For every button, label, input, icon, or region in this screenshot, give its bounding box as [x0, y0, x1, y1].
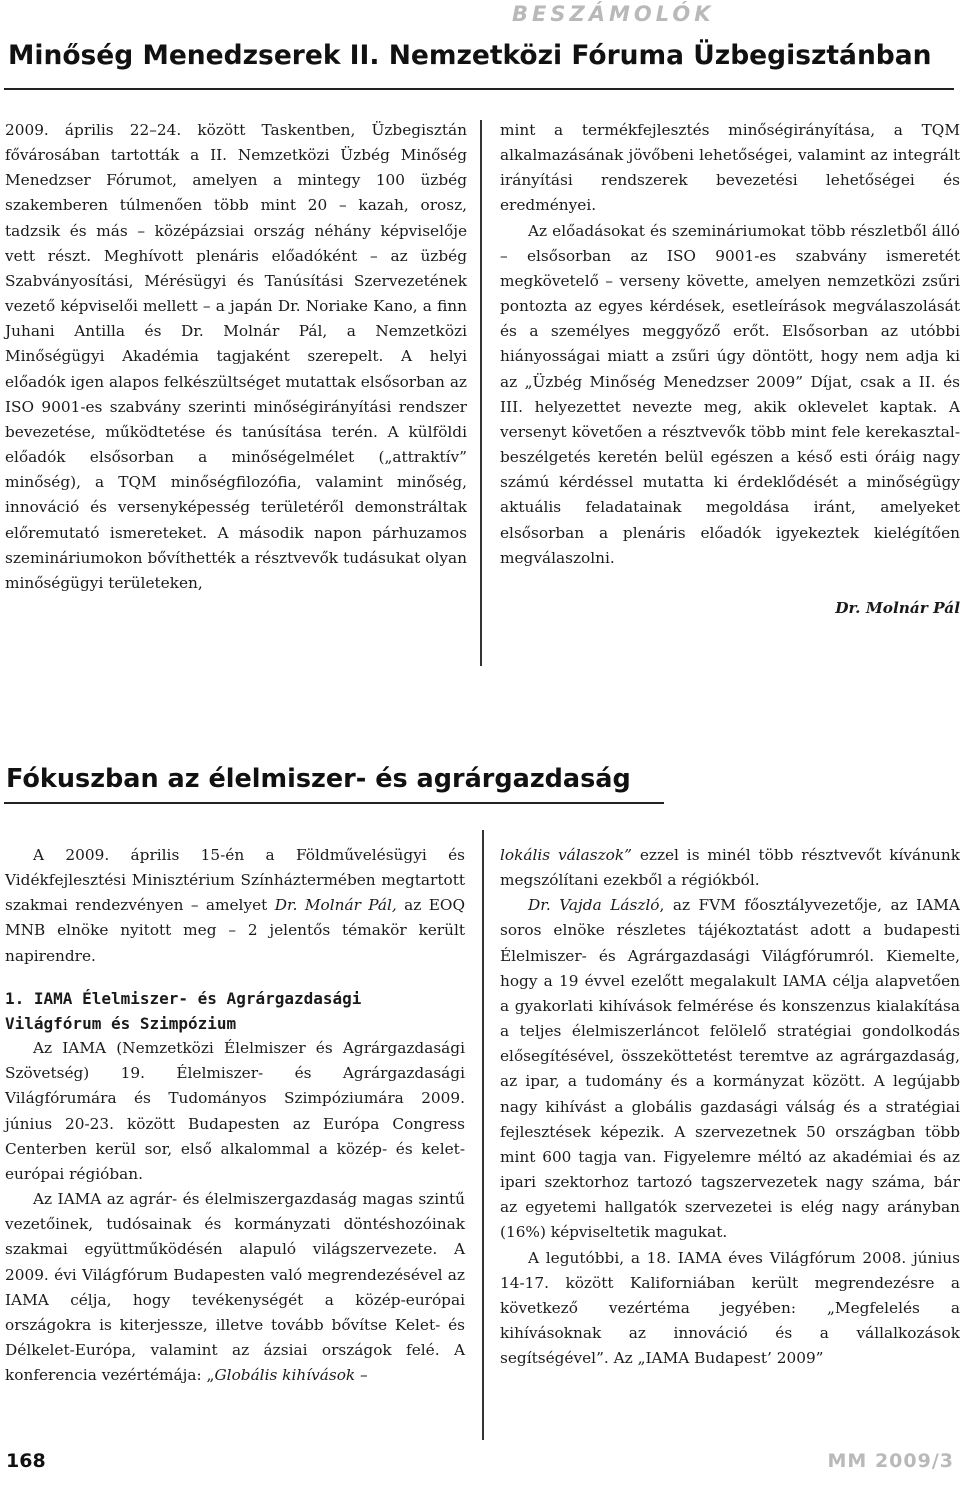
title-2-underline	[4, 802, 664, 804]
intro-author: Dr. Molnár Pál,	[274, 896, 397, 915]
paragraph-3-text: Az IAMA az agrár- és élelmiszergazdaság magas szintű vezetőinek, tudósainak és kormányzati döntéshozóinak szakmai együttműködésén alapuló világszervezete. A 2009. évi Világfórum Budapesten való megrendezésével az IAMA célja, hogy tevékenységét a közép-európai országokra is kiterjessze, illetve tovább bővítse Kelet- és Délkelet-Európa, valamint az ázsiai országok felé. A konferencia vezértémája: „	[5, 1190, 465, 1385]
article-2-column-1	[5, 843, 465, 1388]
article-1-column-2	[500, 118, 960, 621]
article-2-title: Fókuszban az élelmiszer- és agrárgazdaság	[6, 764, 631, 794]
article-2-paragraph-2: Az IAMA (Nemzetközi Élelmiszer és Agrárgazdasági Szövetség) 19. Élelmiszer- és Agrárgazdasági Világfórumára és Tudományos Szimpóziumára 2009. június 20-23. között Budapesten az Európa Congress Centerben kerül sor, első alkalommal a közép- és kelet-európai régióban.	[5, 1039, 465, 1183]
vajda-name: Dr. Vajda László	[528, 896, 660, 915]
column-divider-1	[480, 120, 482, 666]
article-1-title: Minőség Menedzserek II. Nemzetközi Fóruma Üzbegisztánban	[8, 40, 932, 71]
article-2-paragraph-3	[5, 1187, 465, 1388]
article-1-paragraph-3: Az előadásokat és szemináriumokat több részletből álló – elsősorban az ISO 9001-es szabvány ismeretét megkövetelő – verseny követte, amelyen nemzetközi zsűri pontozta az egyes kérdések, esetleírások megválaszolását és a személyes meggyőző erőt. Elsősorban az utóbbi hiányosságai miatt a zsűri úgy döntött, hogy nem adja ki az „Üzbég Minőség Menedzser 2009” Díjat, csak a II. és III. helyezettet nevezte meg, akik oklevelet kaptak. A versenyt követően a résztvevők több mint fele kerekasztal-beszélgetés keretén belül egészen a késő esti óráig nagy számú kérdéssel mutatta ki érdeklődését a minőségügy aktuális feladatainak megoldása iránt, amelyeket elsősorban a plenáris előadók igyekeztek kielégítően megválaszolni.	[500, 221, 960, 567]
intro-text-a: A 2009. április 15-én a Földművelésügyi és Vidékfejlesztési Minisztérium Színháztermében megtartott szakmai rendezvényen – amelyet	[5, 846, 465, 915]
article-1-paragraph-1: 2009. április 22–24. között Taskentben, Üzbegisztán fővárosában tartották a II. Nemzetközi Üzbég Minőség Menedzser Fórumot, amelyen a mintegy 100 üzbég szakemberen túlmenően több mint 20 – kazah, orosz, tadzsik és más – középázsiai ország néhány képviselője vett részt. Meghívott plenáris előadóként – az üzbég Szabványosítási, Mérésügyi és Tanúsítási Szervezetének vezető képviselői mellett – a japán Dr. Noriake Kano, a finn Juhani Antilla és Dr. Molnár Pál, a Nemzetközi Minőségügyi Akadémia tagjaként szerepelt. A helyi előadók igen alapos felkészültséget mutattak elsősorban az ISO 9001-es szabvány szerinti minőségirányítási rendszer bevezetése, működtetése és tanúsítása terén. A külföldi előadók elsősorban a minőségelmélet („attraktív” minőség), a TQM minőségfilozófia, valamint minőség, innováció és versenyképesség területéről demonstráltak előremutató ismereteket. A második napon párhuzamos szemináriumokon bővíthették a résztvevők tudásukat olyan minőségügyi területeken,	[5, 121, 467, 592]
title-1-underline	[4, 88, 954, 90]
section-label: BESZÁMOLÓK	[512, 2, 715, 26]
article-2-intro	[5, 843, 465, 969]
article-2-column-2	[500, 843, 960, 1371]
article-1-paragraph-2: mint a termékfejlesztés minőségirányítása, a TQM alkalmazásának jövőbeni lehetőségei, valamint az integrált irányítási rendszerek bevezetési lehetőségei és eredményei.	[500, 121, 960, 215]
paragraph-4-text: ezzel is minél több résztvevőt kívánunk megszólítani ezekből a régiókból.	[500, 846, 960, 890]
article-2-subheading: 1. IAMA Élelmiszer- és Agrárgazdasági Világfórum és Szimpózium	[5, 988, 362, 1033]
intro-text-c: az EOQ MNB elnöke nyitott meg – 2 jelentős témakör került napirendre.	[5, 896, 466, 965]
page-number: 168	[6, 1450, 46, 1472]
article-2-paragraph-6: A legutóbbi, a 18. IAMA éves Világfórum 2008. június 14-17. között Kaliforniában került megrendezésre a következő vezértéma jegyében: „Megfelelés a kihívásoknak az innováció és a vállalkozások segítségével”. Az „IAMA Budapest’ 2009”	[500, 1248, 960, 1368]
article-2-paragraph-5	[500, 893, 960, 1245]
article-1-column-1	[5, 118, 467, 596]
theme-quote-start: Globális kihívások –	[214, 1366, 368, 1385]
paragraph-5-text: , az FVM főosztályvezetője, az IAMA soros elnöke részletes tájékoztatást adott a budapesti Élelmiszer- és Agrárgazdasági Világfórumról. Kiemelte, hogy a 19 évvel ezelőtt megalakult IAMA célja alapvetően a gyakorlati kihívások felmérése és konszenzus kialakítása a teljes élelmiszerláncot felölelő stratégiai gondolkodás elősegítésével, összeköttetést teremtve az agrárgazdaság, az ipar, a tudomány és a kormányzat között. A legújabb nagy kihívást a globális gazdasági válság és a stratégiai fejlesztések képezik. A szervezetnek 50 országban több mint 600 tagja van. Figyelemre méltó az akadémiai és az ipari szektorhoz tartozó tagszervezetek nagy száma, bár az egyetemi hallgatók szervezetei is elég nagy arányban (16%) képviseltetik magukat.	[500, 896, 960, 1242]
article-1-signature: Dr. Molnár Pál	[835, 598, 960, 617]
theme-quote-end: lokális válaszok”	[500, 846, 632, 864]
article-2-paragraph-4	[500, 843, 960, 893]
column-divider-2	[482, 830, 484, 1440]
journal-issue: MM 2009/3	[827, 1450, 954, 1472]
